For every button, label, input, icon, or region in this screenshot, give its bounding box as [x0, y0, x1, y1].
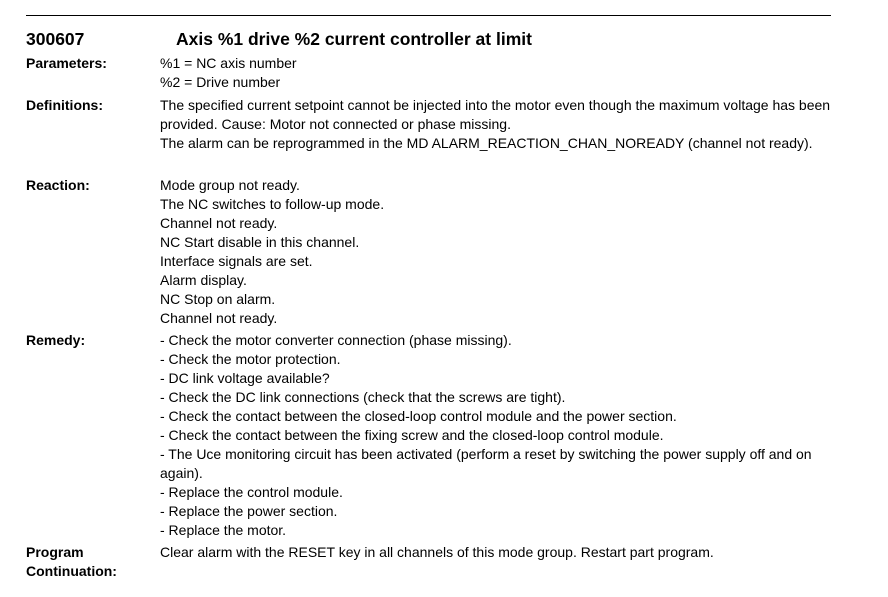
- alarm-number: 300607: [26, 29, 85, 49]
- program-continuation-line: Clear alarm with the RESET key in all channels of this mode group. Restart part program.: [160, 544, 714, 560]
- reaction-line: Channel not ready.: [160, 310, 278, 326]
- remedy-line: - Check the motor converter connection (phase missing).: [160, 332, 512, 348]
- definitions-text: [160, 96, 835, 153]
- remedy-line: - Replace the power section.: [160, 503, 338, 519]
- parameters-label: Parameters:: [26, 55, 107, 71]
- remedy-line: - The Uce monitoring circuit has been activated (perform a reset by switching the power supply off and on again).: [160, 446, 812, 481]
- reaction-line: The NC switches to follow-up mode.: [160, 196, 385, 212]
- top-rule: [26, 15, 831, 16]
- reaction-line: Alarm display.: [160, 272, 247, 288]
- reaction-line: NC Stop on alarm.: [160, 291, 276, 307]
- remedy-line: - Replace the motor.: [160, 522, 287, 538]
- program-continuation-text: [160, 543, 835, 562]
- reaction-line: NC Start disable in this channel.: [160, 234, 360, 250]
- remedy-line: - Check the motor protection.: [160, 351, 341, 367]
- reaction-line: Interface signals are set.: [160, 253, 313, 269]
- parameter-line: %2 = Drive number: [160, 74, 281, 90]
- remedy-line: - Replace the control module.: [160, 484, 343, 500]
- reaction-text: [160, 176, 835, 328]
- alarm-title: Axis %1 drive %2 current controller at limit: [176, 29, 532, 49]
- parameter-line: %1 = NC axis number: [160, 55, 297, 71]
- remedy-line: - DC link voltage available?: [160, 370, 330, 386]
- remedy-label: Remedy:: [26, 332, 86, 348]
- remedy-text: [160, 331, 835, 540]
- program-continuation-label-line2: Continuation:: [26, 563, 117, 579]
- remedy-line: - Check the contact between the fixing screw and the closed-loop control module.: [160, 427, 664, 443]
- program-continuation-label-line1: Program: [26, 544, 84, 560]
- program-continuation-label: [26, 543, 117, 581]
- reaction-label: Reaction:: [26, 177, 90, 193]
- definitions-label: Definitions:: [26, 97, 103, 113]
- parameters-text: [160, 54, 835, 92]
- reaction-line: Mode group not ready.: [160, 177, 300, 193]
- definition-paragraph: The specified current setpoint cannot be injected into the motor even though the maximum voltage has been provided. Cause: Motor not connected or phase missing.: [160, 97, 831, 132]
- remedy-line: - Check the DC link connections (check that the screws are tight).: [160, 389, 566, 405]
- reaction-line: Channel not ready.: [160, 215, 278, 231]
- definition-paragraph: The alarm can be reprogrammed in the MD ALARM_REACTION_CHAN_NOREADY (channel not ready).: [160, 135, 813, 151]
- remedy-line: - Check the contact between the closed-loop control module and the power section.: [160, 408, 677, 424]
